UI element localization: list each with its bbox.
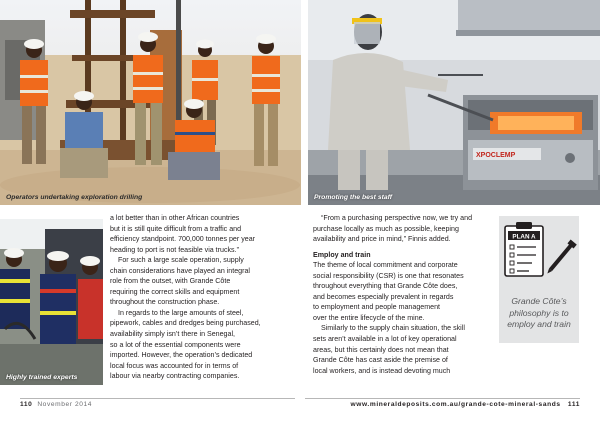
furnace-scene-illustration	[308, 0, 600, 205]
footer-divider-right	[305, 398, 580, 399]
photo-promoting-staff	[308, 0, 600, 205]
publication-url: www.mineraldeposits.com.au/grande-cote-mineral-sands	[350, 401, 561, 408]
drilling-scene-illustration	[0, 0, 301, 205]
footer-right-folio	[350, 401, 580, 408]
photo-exploration-drilling	[0, 0, 301, 205]
photo-caption: Highly trained experts	[6, 374, 78, 381]
paragraph: a lot better than in other African countries but it is still quite difficult from a traffic and efficiency standpoint. 700,000 tonnes per year heading to port is not feasible via trucks.”	[110, 214, 255, 254]
paragraph: In regards to the large amounts of steel, pipework, cables and dredges being purchased, availability simply isn’t there in Senegal, so a lot of the essential components were imported. However, the operation’s dedicated local focus was accounted for in terms of labour via nearby contracting companies.	[110, 308, 261, 381]
photo-caption: Promoting the best staff	[314, 194, 393, 201]
plan-a-label: PLAN A	[512, 233, 536, 241]
experts-scene-illustration	[0, 219, 103, 385]
furnace-brand-label: XPOCLEMP	[476, 152, 516, 159]
paragraph: “From a purchasing perspective now, we try and purchase locally as much as possible, keeping availability and price in mind,” Finnis added.	[313, 214, 473, 244]
paragraph: For such a large scale operation, supply chain considerations have played an integral role from the outset, with Grande Côte requiring the correct skills and equipment throughout the construction phase.	[110, 256, 250, 307]
footer-left-folio	[20, 401, 92, 408]
paragraph: Similarly to the supply chain situation, the skill sets aren’t available in a lot of key operational areas, but this certainly does not mean that Grande Côte has cast aside the premise of local workers, and is instead devoting much	[313, 324, 465, 375]
pull-quote-callout	[499, 216, 579, 343]
paragraph: The theme of local commitment and corporate social responsibility (CSR) is one that resonates throughout everything that Grande Côte does, and becomes especially prevalent in regards to employment and people management over the entire lifecycle of the mine.	[313, 261, 464, 322]
page-number-right: 111	[567, 401, 580, 408]
clipboard-plan-icon	[499, 216, 579, 288]
footer-divider-left	[20, 398, 295, 399]
article-column-left	[110, 213, 295, 382]
photo-trained-experts	[0, 219, 103, 385]
article-column-right	[313, 213, 497, 376]
section-subheading: Employ and train	[313, 250, 371, 259]
photo-caption: Operators undertaking exploration drilling	[6, 194, 143, 201]
callout-quote: Grande Côte’s philosophy is to employ and train	[507, 296, 571, 329]
issue-date: November 2014	[37, 401, 93, 408]
page-number-left: 110	[20, 401, 33, 408]
